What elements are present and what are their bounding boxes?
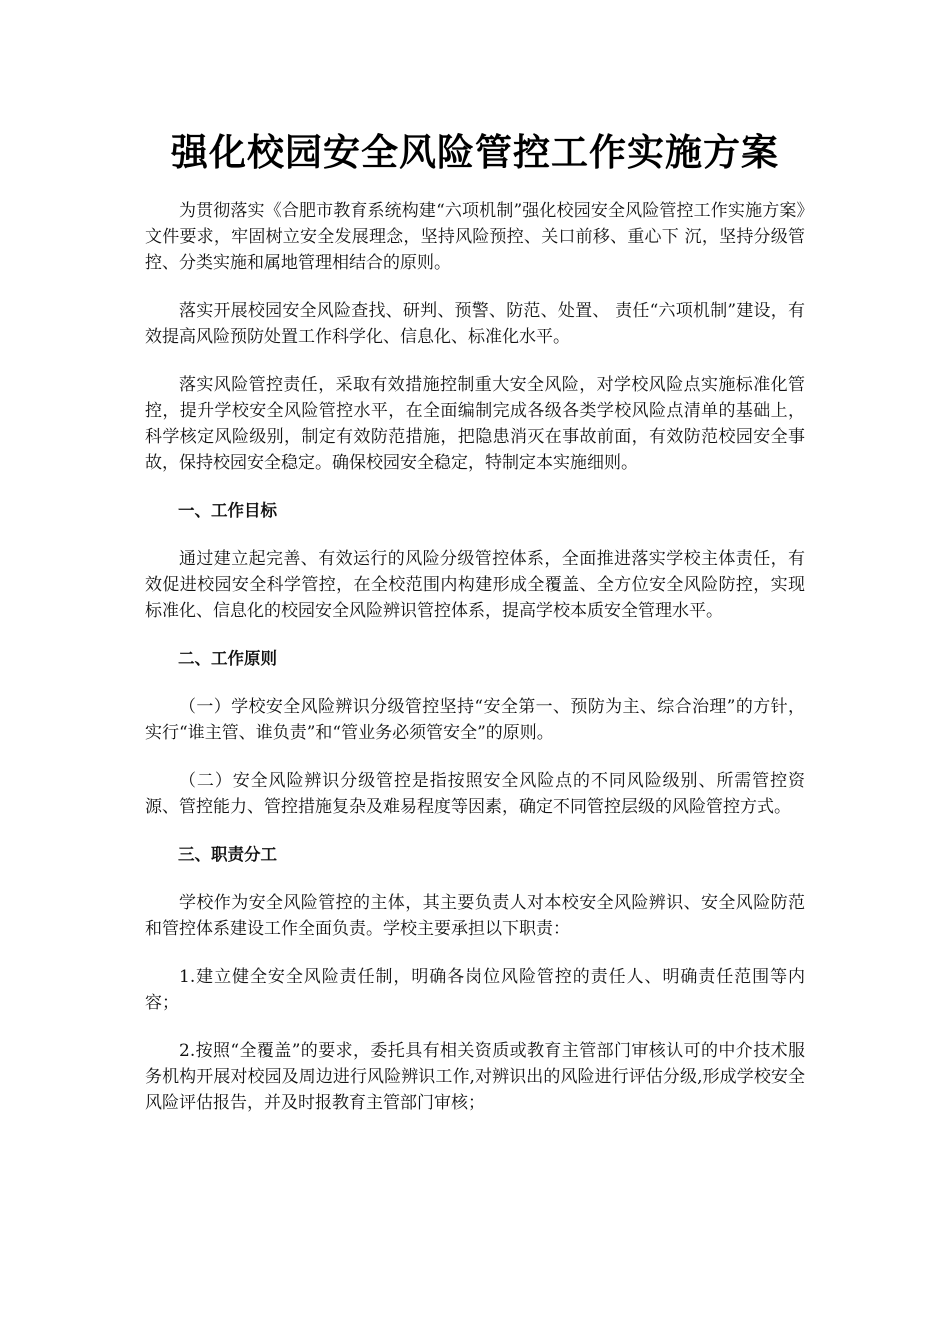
document-title: 强化校园安全风险管控工作实施方案 [171, 131, 779, 174]
duties-item-1: 1.建立健全安全风险责任制，明确各岗位风险管控的责任人、明确责任范围等内容； [145, 967, 805, 1013]
duties-paragraph-1: 学校作为安全风险管控的主体，其主要负责人对本校安全风险辨识、安全风险防范和管控体系建设工作全面负责。学校主要承担以下职责： [145, 893, 805, 939]
intro-paragraph-3: 落实风险管控责任，采取有效措施控制重大安全风险，对学校风险点实施标准化管控，提升学校安全风险管控水平，在全面编制完成各级各类学校风险点清单的基础上，科学核定风险级别，制定有效防范措施，把隐患消灭在事故前面，有效防范校园安全事故，保持校园安全稳定。确保校园安全稳定，特制定本实施细则。 [145, 375, 805, 473]
intro-paragraph-1: 为贯彻落实《合肥市教育系统构建“六项机制”强化校园安全风险管控工作实施方案》文件要求，牢固树立安全发展理念，坚持风险预控、关口前移、重心下 沉，坚持分级管控、分类实施和属地管理相结合的原则。 [145, 201, 805, 273]
duties-item-2: 2.按照“全覆盖”的要求，委托具有相关资质或教育主管部门审核认可的中介技术服务机构开展对校园及周边进行风险辨识工作,对辨识出的风险进行评估分级,形成学校安全风险评估报告，并及时报教育主管部门审核； [145, 1041, 805, 1113]
document-page [145, 0, 805, 1116]
section-heading-duties: 三、职责分工 [178, 845, 277, 864]
section-heading-goals: 一、工作目标 [178, 501, 277, 520]
intro-paragraph-2: 落实开展校园安全风险查找、研判、预警、防范、处置、 责任“六项机制”建设，有效提高风险预防处置工作科学化、信息化、标准化水平。 [145, 301, 805, 347]
principles-paragraph-1: （一）学校安全风险辨识分级管控坚持“安全第一、预防为主、综合治理”的方针，实行“谁主管、谁负责”和“管业务必须管安全”的原则。 [145, 697, 805, 743]
principles-paragraph-2: （二）安全风险辨识分级管控是指按照安全风险点的不同风险级别、所需管控资源、管控能力、管控措施复杂及难易程度等因素，确定不同管控层级的风险管控方式。 [145, 771, 805, 817]
section-heading-principles: 二、工作原则 [178, 649, 277, 668]
goals-paragraph: 通过建立起完善、有效运行的风险分级管控体系，全面推进落实学校主体责任，有效促进校园安全科学管控，在全校范围内构建形成全覆盖、全方位安全风险防控，实现标准化、信息化的校园安全风险辨识管控体系，提高学校本质安全管理水平。 [145, 549, 805, 621]
